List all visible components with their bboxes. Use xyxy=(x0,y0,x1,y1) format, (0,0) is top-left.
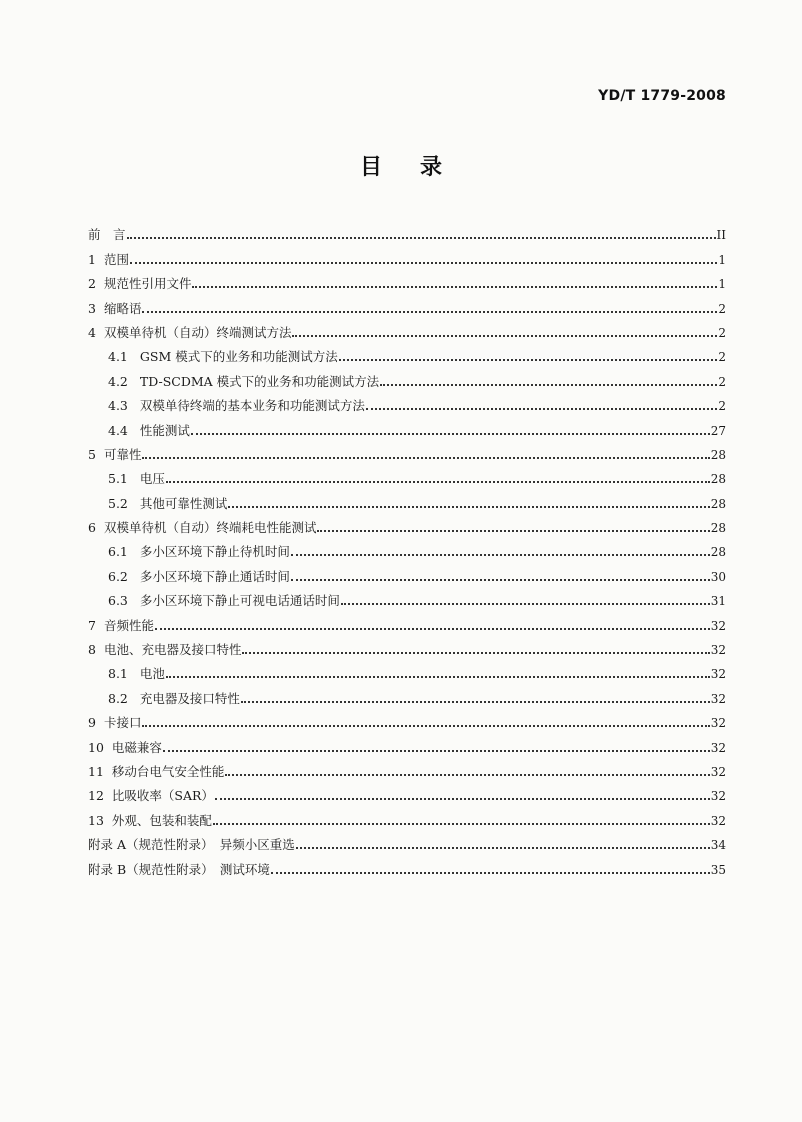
document-code: YD/T 1779-2008 xyxy=(598,88,726,104)
toc-entry-page: 30 xyxy=(710,569,726,584)
toc-dot-leader xyxy=(366,408,717,410)
toc-dot-leader xyxy=(166,481,710,483)
toc-entry-title: 缩略语 xyxy=(103,300,142,316)
toc-entry-title: 双模单待机（自动）终端测试方法 xyxy=(103,324,292,340)
toc-entry-page: 32 xyxy=(710,618,726,633)
toc-dot-leader xyxy=(130,262,717,264)
toc-entry-title: 电池 xyxy=(139,666,165,682)
toc-entry-number: 4.4 xyxy=(108,422,128,438)
toc-entry-title: 可靠性 xyxy=(103,446,142,462)
toc-entry-page: 32 xyxy=(710,643,726,658)
toc-entry-page: 1 xyxy=(718,277,726,292)
toc-dot-leader xyxy=(163,750,710,752)
toc-entry-title: TD-SCDMA 模式下的业务和功能测试方法 xyxy=(139,373,380,389)
toc-entry[interactable] xyxy=(88,390,726,414)
toc-entry-number: 4.2 xyxy=(108,373,128,389)
toc-dot-leader xyxy=(215,798,710,800)
toc-entry-title: 多小区环境下静止待机时间 xyxy=(139,544,290,560)
toc-entry-title: 电池、充电器及接口特性 xyxy=(103,642,242,658)
toc-entry-number: 11 xyxy=(88,763,104,779)
toc-entry-title: 双模单待机（自动）终端耗电性能测试 xyxy=(103,520,317,536)
toc-entry-number: 6.3 xyxy=(108,593,128,609)
toc-dot-leader xyxy=(225,774,709,776)
toc-dot-leader xyxy=(380,384,717,386)
toc-entry-title: GSM 模式下的业务和功能测试方法 xyxy=(139,349,338,365)
toc-entry[interactable] xyxy=(88,414,726,438)
toc-entry[interactable] xyxy=(88,292,726,316)
toc-entry[interactable] xyxy=(88,585,726,609)
toc-entry-label xyxy=(88,252,129,268)
toc-entry-page: 32 xyxy=(710,764,726,779)
toc-entry-number: 4 xyxy=(88,324,96,340)
toc-entry-label xyxy=(88,837,295,853)
toc-entry-number: 10 xyxy=(88,739,104,755)
toc-dot-leader xyxy=(339,359,718,361)
toc-entry-number: 3 xyxy=(88,300,96,316)
toc-entry-label xyxy=(108,569,290,585)
toc-entry-label xyxy=(88,862,270,878)
toc-entry-title: 范围 xyxy=(103,251,129,267)
toc-entry[interactable] xyxy=(88,853,726,877)
toc-entry-page: 28 xyxy=(710,545,726,560)
toc-entry-number: 5.2 xyxy=(108,495,128,511)
toc-entry-title: 移动台电气安全性能 xyxy=(111,763,225,779)
toc-entry-title: 卡接口 xyxy=(103,715,142,731)
toc-entry-label xyxy=(88,618,154,634)
toc-entry-number: 4.1 xyxy=(108,349,128,365)
toc-entry[interactable] xyxy=(88,512,726,536)
toc-dot-leader xyxy=(142,457,709,459)
toc-entry-page: II xyxy=(716,228,726,243)
toc-dot-leader xyxy=(142,311,717,313)
toc-entry-page: 32 xyxy=(710,813,726,828)
toc-entry[interactable] xyxy=(88,731,726,755)
toc-entry[interactable] xyxy=(88,219,726,243)
toc-entry-number: 8 xyxy=(88,642,96,658)
toc-entry-number: 7 xyxy=(88,617,96,633)
toc-entry[interactable] xyxy=(88,609,726,633)
toc-dot-leader xyxy=(155,628,710,630)
toc-entry-title: 附录 B（规范性附录） 测试环境 xyxy=(88,861,270,877)
toc-dot-leader xyxy=(142,725,709,727)
toc-entry[interactable] xyxy=(88,780,726,804)
toc-entry-label xyxy=(108,374,379,390)
toc-dot-leader xyxy=(166,676,710,678)
toc-entry-title: 外观、包装和装配 xyxy=(111,812,212,828)
toc-entry-page: 32 xyxy=(710,789,726,804)
toc-entry-page: 34 xyxy=(710,838,726,853)
toc-entry-label xyxy=(88,740,162,756)
toc-entry[interactable] xyxy=(88,658,726,682)
toc-entry[interactable] xyxy=(88,634,726,658)
toc-entry[interactable] xyxy=(88,317,726,341)
toc-dot-leader xyxy=(228,506,709,508)
toc-entry-page: 32 xyxy=(710,691,726,706)
toc-entry-number: 6.1 xyxy=(108,544,128,560)
toc-dot-leader xyxy=(291,579,710,581)
toc-entry-page: 32 xyxy=(710,740,726,755)
toc-entry-number: 6 xyxy=(88,520,96,536)
toc-entry-label xyxy=(88,276,191,292)
toc-entry-title: 音频性能 xyxy=(103,617,154,633)
toc-entry-label xyxy=(108,691,240,707)
toc-entry-label xyxy=(108,471,165,487)
toc-entry-number: 5.1 xyxy=(108,471,128,487)
toc-entry[interactable] xyxy=(88,268,726,292)
toc-entry-page: 28 xyxy=(710,496,726,511)
toc-entry-label xyxy=(108,544,290,560)
toc-entry-title: 其他可靠性测试 xyxy=(139,495,228,511)
toc-entry-title: 双模单待终端的基本业务和功能测试方法 xyxy=(139,398,365,414)
toc-entry-page: 27 xyxy=(710,423,726,438)
toc-entry-number: 12 xyxy=(88,788,104,804)
toc-entry-label xyxy=(88,520,316,536)
toc-entry-page: 2 xyxy=(718,325,726,340)
toc-entry-label xyxy=(88,813,212,829)
toc-dot-leader xyxy=(241,701,710,703)
toc-dot-leader xyxy=(291,554,710,556)
toc-entry-title: 规范性引用文件 xyxy=(103,276,192,292)
toc-dot-leader xyxy=(341,603,710,605)
toc-entry-number: 1 xyxy=(88,251,96,267)
toc-entry-page: 32 xyxy=(710,716,726,731)
toc-entry-label xyxy=(108,423,190,439)
toc-entry-number: 8.1 xyxy=(108,666,128,682)
toc-entry[interactable] xyxy=(88,341,726,365)
toc-entry-page: 1 xyxy=(718,252,726,267)
toc-entry-number: 4.3 xyxy=(108,398,128,414)
toc-entry-label xyxy=(88,642,241,658)
toc-entry-title: 充电器及接口特性 xyxy=(139,690,240,706)
toc-dot-leader xyxy=(213,823,710,825)
toc-entry[interactable] xyxy=(88,682,726,706)
toc-entry-page: 2 xyxy=(718,399,726,414)
toc-entry-title: 比吸收率（SAR） xyxy=(111,788,214,804)
toc-entry-number: 2 xyxy=(88,276,96,292)
toc-entry-number: 9 xyxy=(88,715,96,731)
toc-entry-page: 2 xyxy=(718,350,726,365)
toc-entry-label xyxy=(108,349,338,365)
toc-entry[interactable] xyxy=(88,365,726,389)
toc-entry[interactable] xyxy=(88,829,726,853)
toc-entry-title: 多小区环境下静止通话时间 xyxy=(139,568,290,584)
toc-entry-label xyxy=(108,593,340,609)
toc-dot-leader xyxy=(271,872,710,874)
toc-entry-page: 28 xyxy=(710,447,726,462)
toc-entry[interactable] xyxy=(88,536,726,560)
toc-entry-title: 性能测试 xyxy=(139,422,190,438)
toc-entry-label xyxy=(108,666,165,682)
toc-entry-page: 28 xyxy=(710,472,726,487)
toc-entry-label xyxy=(88,301,141,317)
toc-entry-title: 附录 A（规范性附录） 异频小区重选 xyxy=(88,837,295,853)
toc-entry-label xyxy=(108,496,227,512)
toc-dot-leader xyxy=(191,433,710,435)
toc-entry-page: 2 xyxy=(718,374,726,389)
toc-entry-label xyxy=(88,788,214,804)
toc-entry-title: 电磁兼容 xyxy=(111,739,162,755)
toc-entry-number: 13 xyxy=(88,812,104,828)
toc-entry-title: 电压 xyxy=(139,471,165,487)
toc-entry-label xyxy=(88,447,141,463)
toc-entry-title: 多小区环境下静止可视电话通话时间 xyxy=(139,593,340,609)
toc-entry-label xyxy=(108,398,365,414)
toc-entry[interactable] xyxy=(88,560,726,584)
toc-entry[interactable] xyxy=(88,243,726,267)
toc-dot-leader xyxy=(317,530,709,532)
toc-entry-page: 32 xyxy=(710,667,726,682)
toc-entry-label xyxy=(88,764,224,780)
toc-entry-page: 28 xyxy=(710,521,726,536)
toc-entry[interactable] xyxy=(88,756,726,780)
table-of-contents xyxy=(88,219,726,878)
toc-entry[interactable] xyxy=(88,439,726,463)
toc-entry-page: 2 xyxy=(718,301,726,316)
toc-dot-leader xyxy=(242,652,709,654)
toc-entry-number: 8.2 xyxy=(108,690,128,706)
toc-entry[interactable] xyxy=(88,463,726,487)
toc-entry-number: 6.2 xyxy=(108,568,128,584)
toc-entry-label xyxy=(88,715,141,731)
toc-entry-page: 31 xyxy=(710,594,726,609)
page-title: 目录 xyxy=(359,155,480,180)
toc-entry-title: 前 言 xyxy=(88,227,126,243)
toc-entry[interactable] xyxy=(88,804,726,828)
toc-dot-leader xyxy=(192,286,717,288)
toc-dot-leader xyxy=(292,335,717,337)
toc-dot-leader xyxy=(296,847,710,849)
toc-dot-leader xyxy=(127,237,716,239)
toc-entry-page: 35 xyxy=(710,862,726,877)
toc-entry-number: 5 xyxy=(88,446,96,462)
toc-entry[interactable] xyxy=(88,707,726,731)
toc-entry-label xyxy=(88,325,291,341)
toc-entry[interactable] xyxy=(88,487,726,511)
toc-entry-label xyxy=(88,227,126,243)
